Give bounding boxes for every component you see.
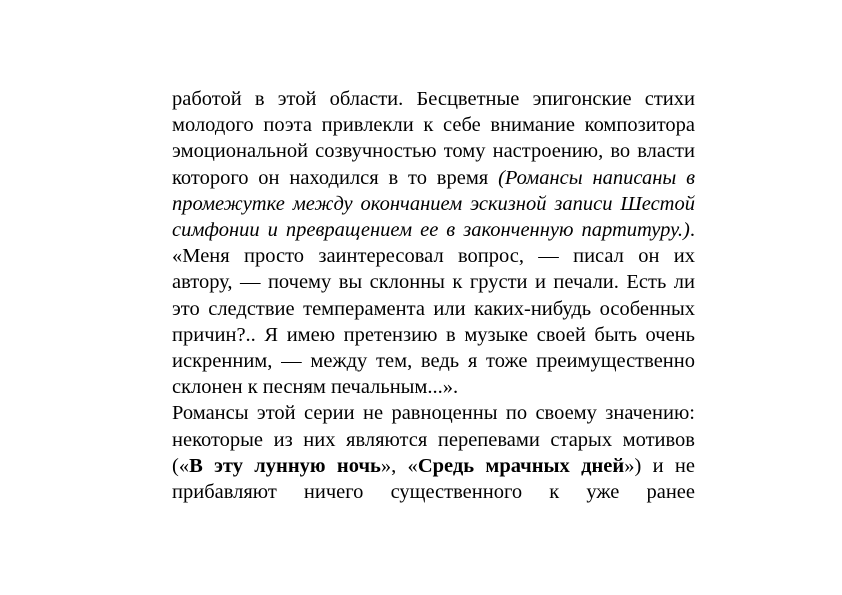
song-title-1: В эту лунную ночь (189, 454, 381, 477)
paragraph-2-continuation: ) и не прибавляют ничего существенного к уже ранее (172, 454, 695, 504)
paragraph-1-quote: . «Меня просто заинтересовал вопрос, — писал он их автору, — почему вы склонны к грусти и печали. Есть ли это следствие темперамента или каких-нибудь особенных причин?.. Я имею претензию в музыке своей быть очень искренним, — между тем, ведь я тоже преимущественно склонен к песням печальным...». (172, 219, 695, 399)
paragraph-2-text: Романсы этой серии не равноценны по своему значению: некоторые из них являются перепевами старых мотивов ( (172, 402, 695, 477)
paragraph-1-text: работой в этой области. Бесцветные эпигонские стихи молодого поэта привлекли к себе внимание композитора эмоциональной созвучностью тому настроению, во власти которого он находился в то время (172, 88, 695, 189)
paragraph-1 (172, 86, 695, 400)
quote-separator: », « (380, 454, 418, 477)
text-block (172, 86, 695, 505)
song-title-2: Средь мрачных дней (417, 454, 625, 477)
quote-close: » (624, 454, 635, 477)
paragraph-2 (172, 400, 695, 505)
quote-open: « (178, 454, 190, 477)
editorial-note: (Романсы написаны в промежутке между окончанием эскизной записи Шестой симфонии и превращением ее в законченную партитуру.) (172, 166, 695, 242)
